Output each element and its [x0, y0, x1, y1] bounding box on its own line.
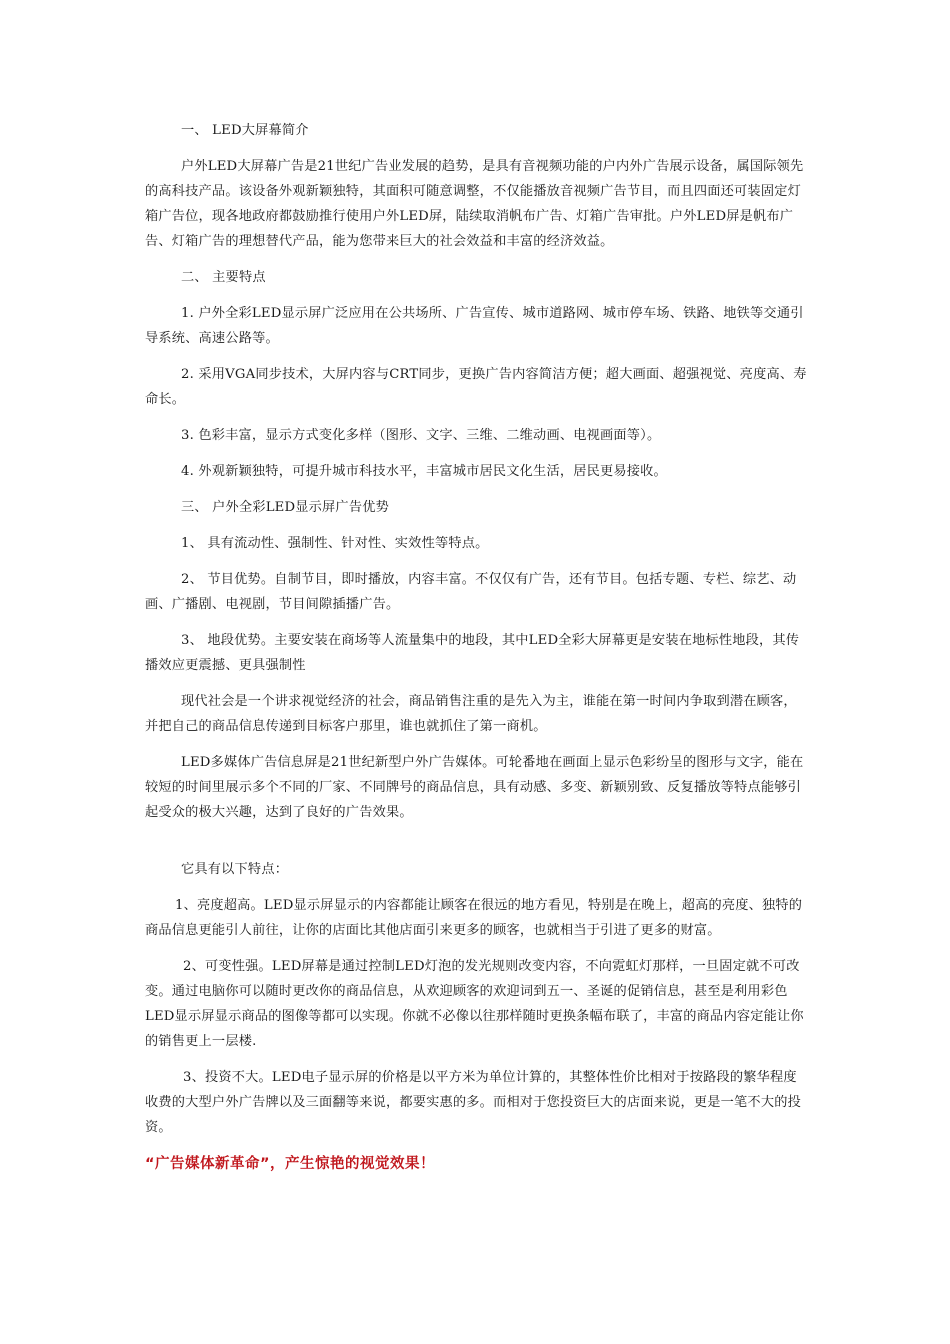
section-2-heading: 二、 主要特点: [181, 270, 266, 285]
paragraph-led-media: LED多媒体广告信息屏是21世纪新型户外广告媒体。可轮番地在画面上显示色彩纷呈的图形与文字，能在较短的时间里展示多个不同的厂家、不同牌号的商品信息，具有动感、多变、新颖别致、反复播放等特点能够引起受众的极大兴趣，达到了良好的广告效果。: [145, 755, 804, 820]
section-1-body: 户外LED大屏幕广告是21世纪广告业发展的趋势，是具有音视频功能的户内外广告展示设备，属国际领先的高科技产品。该设备外观新颖独特，其面积可随意调整，不仅能播放音视频广告节目，而且四面还可装固定灯箱广告位，现各地政府都鼓励推行使用户外LED屏，陆续取消帆布广告、灯箱广告审批。户外LED屏是帆布广告、灯箱广告的理想替代产品，能为您带来巨大的社会效益和丰富的经济效益。: [145, 159, 804, 249]
paragraph-modern-society: 现代社会是一个讲求视觉经济的社会，商品销售注重的是先入为主，谁能在第一时间内争取到潜在顾客，并把自己的商品信息传递到目标客户那里，谁也就抓住了第一商机。: [145, 694, 797, 734]
section-3-item: 2、 节目优势。自制节目，即时播放，内容丰富。不仅仅有广告，还有节目。包括专题、专栏、综艺、动画、广播剧、电视剧，节目间隙插播广告。: [145, 572, 797, 612]
feature-item: 1、亮度超高。LED显示屏显示的内容都能让顾客在很远的地方看见，特别是在晚上，超高的亮度、独特的商品信息更能引人前往，让你的店面比其他店面引来更多的顾客，也就相当于引进了更多的财富。: [145, 898, 803, 938]
features-intro: 它具有以下特点：: [181, 862, 289, 877]
section-3-item: 1、 具有流动性、强制性、针对性、实效性等特点。: [181, 536, 489, 551]
section-2-item: 3. 色彩丰富，显示方式变化多样（图形、文字、三维、二维动画、电视画面等）。: [181, 428, 661, 443]
section-1-heading: 一、 LED大屏幕简介: [181, 123, 309, 138]
tagline: “广告媒体新革命”，产生惊艳的视觉效果！: [145, 1156, 436, 1172]
feature-item: 3、投资不大。LED电子显示屏的价格是以平方米为单位计算的，其整体性价比相对于按路段的繁华程度收费的大型户外广告牌以及三面翻等来说，都要实惠的多。而相对于您投资巨大的店面来说，更是一笔不大的投资。: [145, 1070, 801, 1135]
feature-item: 2、可变性强。LED屏幕是通过控制LED灯泡的发光规则改变内容，不向霓虹灯那样，一旦固定就不可改变。通过电脑你可以随时更改你的商品信息，从欢迎顾客的欢迎词到五一、圣诞的促销信息，甚至是利用彩色LED显示屏显示商品的图像等都可以实现。你就不必像以往那样随时更换条幅布联了，丰富的商品内容定能让你的销售更上一层楼.: [145, 959, 804, 1049]
section-2-item: 2. 采用VGA同步技术，大屏内容与CRT同步，更换广告内容简洁方便；超大画面、超强视觉、亮度高、寿命长。: [145, 367, 807, 407]
section-3-item: 3、 地段优势。主要安装在商场等人流量集中的地段，其中LED全彩大屏幕更是安装在地标性地段，其传播效应更震撼、更具强制性: [145, 633, 800, 673]
section-2-item: 4. 外观新颖独特，可提升城市科技水平，丰富城市居民文化生活，居民更易接收。: [181, 464, 667, 479]
section-3-heading: 三、 户外全彩LED显示屏广告优势: [181, 500, 389, 515]
document-page: [145, 118, 810, 1192]
section-2-item: 1. 户外全彩LED显示屏广泛应用在公共场所、广告宣传、城市道路网、城市停车场、铁路、地铁等交通引导系统、高速公路等。: [145, 306, 804, 346]
